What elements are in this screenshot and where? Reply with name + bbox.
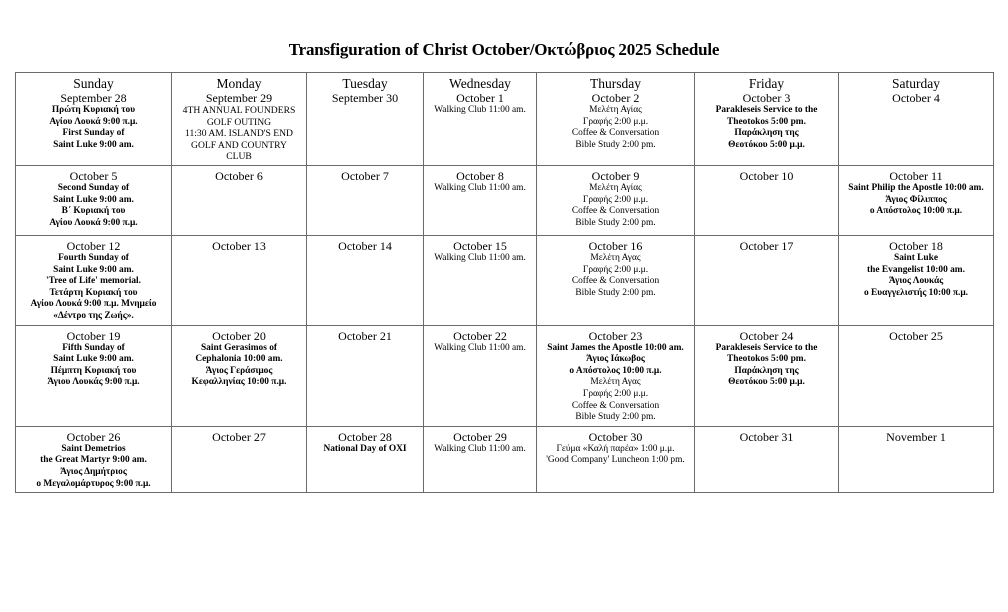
event-text: Walking Club 11:00 am. bbox=[434, 105, 526, 115]
day-cell bbox=[172, 73, 307, 166]
day-cell bbox=[537, 166, 695, 236]
weekday-header: Monday bbox=[216, 76, 262, 91]
day-cell bbox=[172, 325, 307, 426]
event-text: Parakleseis Service to the Theotokos 5:00 pm. Παράκληση της Θεοτόκου 5:00 μ.μ. bbox=[715, 105, 818, 150]
date-label: October 30 bbox=[588, 429, 643, 444]
event-text: Walking Club 11:00 am. bbox=[434, 183, 526, 193]
day-cell bbox=[424, 426, 537, 492]
day-cell bbox=[424, 73, 537, 166]
day-cell bbox=[16, 426, 172, 492]
date-label: October 11 bbox=[889, 169, 943, 183]
day-cell bbox=[16, 73, 172, 166]
date-label: October 7 bbox=[341, 169, 389, 183]
date-label: October 8 bbox=[456, 169, 504, 183]
date-label: October 10 bbox=[739, 169, 794, 183]
date-label: October 25 bbox=[889, 328, 943, 343]
event-text: Second Sunday of Saint Luke 9:00 am. Β΄ Κυριακή του Αγίου Λουκά 9:00 π.μ. bbox=[49, 183, 138, 228]
event-text: Saint Luke the Evangelist 10:00 am. Άγιος Λουκάς ο Ευαγγελιστής 10:00 π.μ. bbox=[863, 253, 969, 298]
event-text: Μελέτη Αγίας Γραφής 2:00 μ.μ. Coffee & Conversation Bible Study 2:00 pm. bbox=[571, 183, 660, 228]
day-cell bbox=[172, 426, 307, 492]
day-cell bbox=[839, 73, 994, 166]
day-cell bbox=[424, 236, 537, 326]
date-label: October 21 bbox=[338, 328, 392, 343]
day-cell bbox=[537, 73, 695, 166]
date-label: October 3 bbox=[742, 91, 791, 105]
event-text: Fourth Sunday of Saint Luke 9:00 am. 'Tree of Life' memorial. Τετάρτη Κυριακή του Αγίου Λουκά 9:00 π.μ. Μνημείο «Δέντρο της Ζωής». bbox=[30, 253, 157, 321]
weekday-header: Tuesday bbox=[342, 76, 388, 91]
event-text: Saint Philip the Apostle 10:00 am. Άγιος Φίλιππος ο Απόστολος 10:00 π.μ. bbox=[848, 183, 984, 217]
event-text: Saint Demetrios the Great Martyr 9:00 am. Άγιος Δημήτριος ο Μεγαλομάρτυρος 9:00 π.μ. bbox=[36, 443, 151, 489]
weekday-header: Sunday bbox=[73, 76, 114, 91]
event-text: Πρώτη Κυριακή του Αγίου Λουκά 9:00 π.μ. First Sunday of Saint Luke 9:00 am. bbox=[49, 105, 138, 150]
calendar-table bbox=[15, 72, 994, 493]
week-row bbox=[16, 236, 994, 326]
day-cell bbox=[307, 166, 424, 236]
event-text: Μελέτη Αγας Γραφής 2:00 μ.μ. Coffee & Conversation Bible Study 2:00 pm. bbox=[571, 377, 660, 423]
date-label: October 15 bbox=[453, 239, 507, 253]
date-label: October 6 bbox=[215, 169, 263, 183]
day-cell bbox=[16, 166, 172, 236]
week-row bbox=[16, 325, 994, 426]
date-label: October 19 bbox=[66, 328, 121, 343]
date-label: October 16 bbox=[588, 239, 643, 253]
date-label: October 26 bbox=[66, 429, 121, 444]
event-text: Γεύμα «Καλή παρέα» 1:00 μ.μ. 'Good Company' Luncheon 1:00 pm. bbox=[546, 443, 685, 466]
day-cell bbox=[695, 426, 839, 492]
weekday-header: Friday bbox=[748, 76, 785, 91]
event-text: Walking Club 11:00 am. bbox=[434, 342, 526, 353]
day-cell bbox=[537, 426, 695, 492]
date-label: October 24 bbox=[739, 328, 794, 343]
date-label: October 17 bbox=[739, 239, 794, 253]
day-cell bbox=[839, 325, 994, 426]
weekday-header: Wednesday bbox=[449, 76, 511, 91]
date-label: October 14 bbox=[338, 239, 392, 253]
day-cell bbox=[839, 426, 994, 492]
event-text: Parakleseis Service to the Theotokos 5:00 pm. Παράκληση της Θεοτόκου 5:00 μ.μ. bbox=[715, 342, 818, 388]
date-label: October 20 bbox=[212, 328, 266, 343]
event-text: Saint James the Apostle 10:00 am. Άγιος Ιάκωβος ο Απόστολος 10:00 π.μ. bbox=[547, 342, 684, 376]
day-cell bbox=[537, 325, 695, 426]
event-text: Μελέτη Αγας Γραφής 2:00 μ.μ. Coffee & Conversation Bible Study 2:00 pm. bbox=[571, 253, 660, 298]
week-row bbox=[16, 426, 994, 492]
date-label: September 28 bbox=[60, 91, 127, 105]
event-text: Μελέτη Αγίας Γραφής 2:00 μ.μ. Coffee & Conversation Bible Study 2:00 pm. bbox=[571, 105, 660, 150]
day-cell bbox=[695, 166, 839, 236]
day-cell bbox=[307, 426, 424, 492]
date-label: October 27 bbox=[212, 429, 266, 444]
date-label: September 29 bbox=[205, 91, 273, 105]
date-label: October 29 bbox=[453, 429, 507, 444]
day-cell bbox=[16, 325, 172, 426]
date-label: November 1 bbox=[886, 429, 946, 444]
event-text: Walking Club 11:00 am. bbox=[434, 443, 526, 454]
date-label: October 22 bbox=[453, 328, 507, 343]
weekday-header: Saturday bbox=[892, 76, 940, 91]
day-cell bbox=[424, 166, 537, 236]
date-label: October 5 bbox=[69, 169, 118, 183]
week-row bbox=[16, 73, 994, 166]
day-cell bbox=[307, 325, 424, 426]
date-label: October 13 bbox=[212, 239, 266, 253]
event-text: 4TH ANNUAL FOUNDERS GOLF OUTING 11:30 AM. ISLAND'S END GOLF AND COUNTRY CLUB bbox=[182, 105, 296, 163]
week-row bbox=[16, 166, 994, 236]
date-label: October 12 bbox=[66, 239, 121, 253]
event-text: National Day of OXI bbox=[323, 443, 407, 454]
day-cell bbox=[695, 236, 839, 326]
event-text: Fifth Sunday of Saint Luke 9:00 am. Πέμπτη Κυριακή του Άγιου Λουκάς 9:00 π.μ. bbox=[47, 342, 140, 388]
date-label: October 4 bbox=[892, 91, 940, 105]
day-cell bbox=[695, 325, 839, 426]
day-cell bbox=[307, 73, 424, 166]
day-cell bbox=[307, 236, 424, 326]
day-cell bbox=[16, 236, 172, 326]
day-cell bbox=[695, 73, 839, 166]
date-label: October 9 bbox=[591, 169, 640, 183]
day-cell bbox=[839, 236, 994, 326]
date-label: October 18 bbox=[889, 239, 943, 253]
date-label: October 28 bbox=[338, 429, 392, 444]
date-label: October 1 bbox=[456, 91, 504, 105]
date-label: September 30 bbox=[331, 91, 399, 105]
date-label: October 2 bbox=[591, 91, 640, 105]
date-label: October 23 bbox=[588, 328, 643, 343]
page-title: Transfiguration of Christ October/Οκτώβριος 2025 Schedule bbox=[288, 40, 720, 59]
day-cell bbox=[537, 236, 695, 326]
event-text: Saint Gerasimos of Cephalonia 10:00 am. Άγιος Γεράσιμος Κεφαλληνίας 10:00 π.μ. bbox=[191, 342, 287, 388]
event-text: Walking Club 11:00 am. bbox=[434, 253, 526, 263]
weekday-header: Thursday bbox=[590, 76, 641, 91]
day-cell bbox=[839, 166, 994, 236]
day-cell bbox=[424, 325, 537, 426]
date-label: October 31 bbox=[739, 429, 794, 444]
day-cell bbox=[172, 166, 307, 236]
day-cell bbox=[172, 236, 307, 326]
